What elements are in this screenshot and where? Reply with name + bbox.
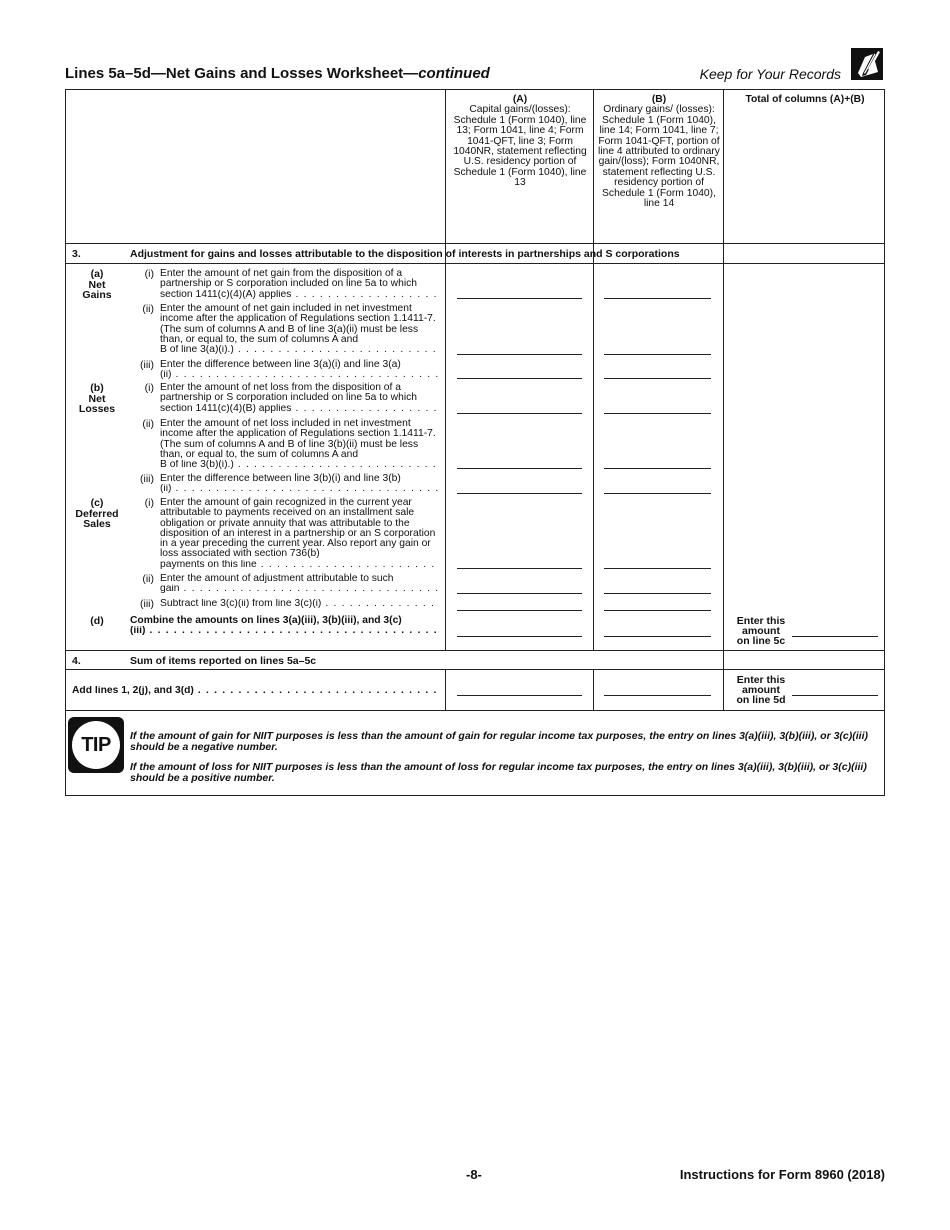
line-3c-iii-number: (iii) [140,598,154,610]
line-3d-total-field[interactable] [792,636,878,637]
line-3d-text [130,616,438,637]
line-3c-i-text [160,498,438,570]
line-3b-ii-body: Enter the amount of net loss included in net investment income after the application of Regulations section 1.1411-7. (The sum of columns A and B of line 3(b)(ii) must be less than, or equal to, the sum of columns A and [160,418,436,460]
line-4-enter-2: amount [742,684,780,697]
group-b-letter: (b) [90,382,104,394]
tip-label: TIP [81,734,111,756]
line-3a-ii-col-a-field[interactable] [457,354,582,355]
page-title [65,65,490,82]
column-b-text: Ordinary gains/ (losses): Schedule 1 (Form 1040), line 14; Form 1041, line 7; Form 1041-QFT, portion of line 4 attributed to ordinary gain/(loss); Form 1040NR, statement reflecting U.S. residency portion of Schedule 1 (Form 1040), line 14 [598,104,720,210]
title-main: Lines 5a–5d—Net Gains and Losses Worksheet— [65,65,419,82]
line-3-number: 3. [72,248,81,260]
line-3b-i-lead: section 1411(c)(4)(B) applies . . . [160,404,438,414]
tip-icon [68,717,124,773]
line-3d-enter-1: Enter this [736,615,786,627]
tip-paragraph-2: If the amount of loss for NIIT purposes is less than the amount of loss for regular income tax purposes, the entry on lines 3(a)(iii), 3(b)(iii), or 3(c)(iii) should be a positive number. [130,761,867,784]
line-3b-iii-lead: (ii) . . . [160,484,438,494]
column-a-header [449,95,591,189]
column-divider-b [593,90,594,650]
line-3a-ii-lead: B of line 3(a)(i).) . . . [160,345,438,355]
line-4-total-field[interactable] [792,695,878,696]
pencil-on-paper-icon [849,46,885,82]
line-3a-i-col-a-field[interactable] [457,298,582,299]
line-3b-iii-col-a-field[interactable] [457,493,582,494]
line-3a-ii-number: (ii) [142,303,154,315]
group-c-word1: Deferred [75,507,119,520]
line-4-add-text [72,686,438,696]
divider-line4-end [66,710,884,711]
page-number: -8- [466,1167,482,1182]
line-3c-ii-number: (ii) [142,573,154,585]
line-3c-i-col-a-field[interactable] [457,568,582,569]
line-3c-i-body: Enter the amount of gain recognized in the current year attributable to payments received on an installment sale obligation or private annuity that was attributable to the disposition of an interest in a partnership or an S corporation in a year preceding the current year. Also report any gain or loss associated with section 736(b) [160,497,436,560]
column-a-text: Capital gains/(losses): Schedule 1 (Form 1040), line 13; Form 1041, line 4; Form 1041-QFT, line 3; Form 1040NR, statement reflecting U.S. residency portion of Schedule 1 (Form 1040), line 13 [453,104,587,189]
group-b-word1: Net [88,392,106,405]
divider-line3-title [66,263,884,264]
tip-paragraph-1: If the amount of gain for NIIT purposes is less than the amount of gain for regular income tax purposes, the entry on lines 3(a)(iii), 3(b)(iii), or 3(c)(iii) should be a negative number. [130,730,868,753]
line-3c-ii-lead: gain . . . [160,584,438,594]
line-3d-col-a-field[interactable] [457,636,582,637]
divider-line3-end [66,650,884,651]
line-3a-iii-number: (iii) [140,359,154,371]
line-3a-i-body: Enter the amount of net gain from the disposition of a partnership or S corporation included on line 5a to which [160,268,418,290]
line-3c-iii-text [160,599,438,609]
line-3a-i-col-b-field[interactable] [604,298,711,299]
line-3a-iii-body: Enter the difference between line 3(a)(i) and line 3(a) [160,359,401,370]
column-total-header: Total of columns (A)+(B) [745,94,865,105]
line-3d-col-b-field[interactable] [604,636,711,637]
column-b-letter: (B) [651,94,667,105]
group-b-label [66,383,128,415]
line-4-number: 4. [72,655,81,667]
line-3b-ii-number: (ii) [142,418,154,430]
divider-line4-title [66,669,884,670]
group-c-letter: (c) [90,497,104,509]
line-3a-i-lead: section 1411(c)(4)(A) applies . . . [160,290,438,300]
line-3b-iii-number: (iii) [140,473,154,485]
group-a-word2: Gains [82,289,112,301]
group-c-word2: Sales [83,518,111,530]
line-4-enter-3: on line 5d [736,694,786,707]
line-3b-i-body: Enter the amount of net loss from the disposition of a partnership or S corporation included on line 5a to which [160,382,418,404]
group-b-word2: Losses [78,403,116,415]
line-3c-ii-body: Enter the amount of adjustment attributable to such [160,573,394,584]
line-3d-enter-2: amount [742,625,780,638]
line-3b-i-col-a-field[interactable] [457,413,582,414]
line-3c-iii-lead: Subtract line 3(c)(ii) from line 3(c)(i) . . . [160,599,438,609]
line-3-title: Adjustment for gains and losses attributable to the disposition of interests in partnerships and S corporations [130,248,680,260]
line-3b-iii-col-b-field[interactable] [604,493,711,494]
group-a-label [66,269,128,301]
line-3b-iii-body: Enter the difference between line 3(b)(i) and line 3(b) [160,473,401,484]
line-3b-i-col-b-field[interactable] [604,413,711,414]
line-3d-label: (d) [90,615,104,627]
line-3c-iii-col-a-field[interactable] [457,610,582,611]
line-3c-i-lead: payments on this line . . . [160,560,438,570]
line-3b-ii-col-a-field[interactable] [457,468,582,469]
line-3a-i-number: (i) [144,268,154,280]
column-divider-b-line4 [593,669,594,710]
line-3c-iii-col-b-field[interactable] [604,610,711,611]
group-c-label [66,498,128,530]
group-a-word1: Net [88,278,106,291]
column-divider-total [723,90,724,710]
line-3b-ii-lead: B of line 3(b)(i).) . . . [160,460,438,470]
line-3c-i-number: (i) [144,497,154,509]
line-3d-enter-note [728,616,794,647]
line-3c-ii-col-a-field[interactable] [457,593,582,594]
line-4-add-lead: Add lines 1, 2(j), and 3(d) . . . [72,686,438,696]
column-divider-a [445,90,446,650]
line-3b-iii-text [160,474,438,495]
line-3c-ii-col-b-field[interactable] [604,593,711,594]
worksheet-header [65,46,885,86]
line-3d-body: Combine the amounts on lines 3(a)(iii), 3(b)(iii), and 3(c) [130,615,402,626]
line-3d-enter-3: on line 5c [736,635,786,648]
line-3c-i-col-b-field[interactable] [604,568,711,569]
column-divider-a-line4 [445,669,446,710]
line-3a-iii-col-b-field[interactable] [604,378,711,379]
line-3c-ii-text [160,574,438,595]
line-3a-ii-col-b-field[interactable] [604,354,711,355]
line-4-enter-1: Enter this [736,674,786,686]
line-3a-iii-lead: (ii) . . . [160,370,438,380]
form-reference: Instructions for Form 8960 (2018) [679,1167,885,1182]
title-continued: continued [418,65,490,82]
line-3a-ii-body: Enter the amount of net gain included in net investment income after the application of Regulations section 1.1411-7. (The sum of columns A and B of line 3(a)(ii) must be less than, or equal to, the sum of columns A and [160,303,436,345]
line-3a-ii-text [160,304,438,355]
line-3a-iii-col-a-field[interactable] [457,378,582,379]
column-a-letter: (A) [512,94,528,105]
line-3d-lead: (iii) . . . [130,626,438,636]
line-4-col-a-field[interactable] [457,695,582,696]
line-4-title: Sum of items reported on lines 5a–5c [130,655,317,667]
line-3a-iii-text [160,360,438,381]
divider-header [66,243,884,244]
keep-records-note: Keep for Your Records [699,66,841,82]
line-4-col-b-field[interactable] [604,695,711,696]
column-b-header [596,95,722,209]
line-3b-ii-text [160,419,438,470]
group-a-letter: (a) [90,268,104,280]
line-3b-i-text [160,383,438,414]
worksheet-table [65,89,885,796]
line-3b-i-number: (i) [144,382,154,394]
line-3a-i-text [160,269,438,300]
line-4-enter-note [728,675,794,706]
line-3b-ii-col-b-field[interactable] [604,468,711,469]
